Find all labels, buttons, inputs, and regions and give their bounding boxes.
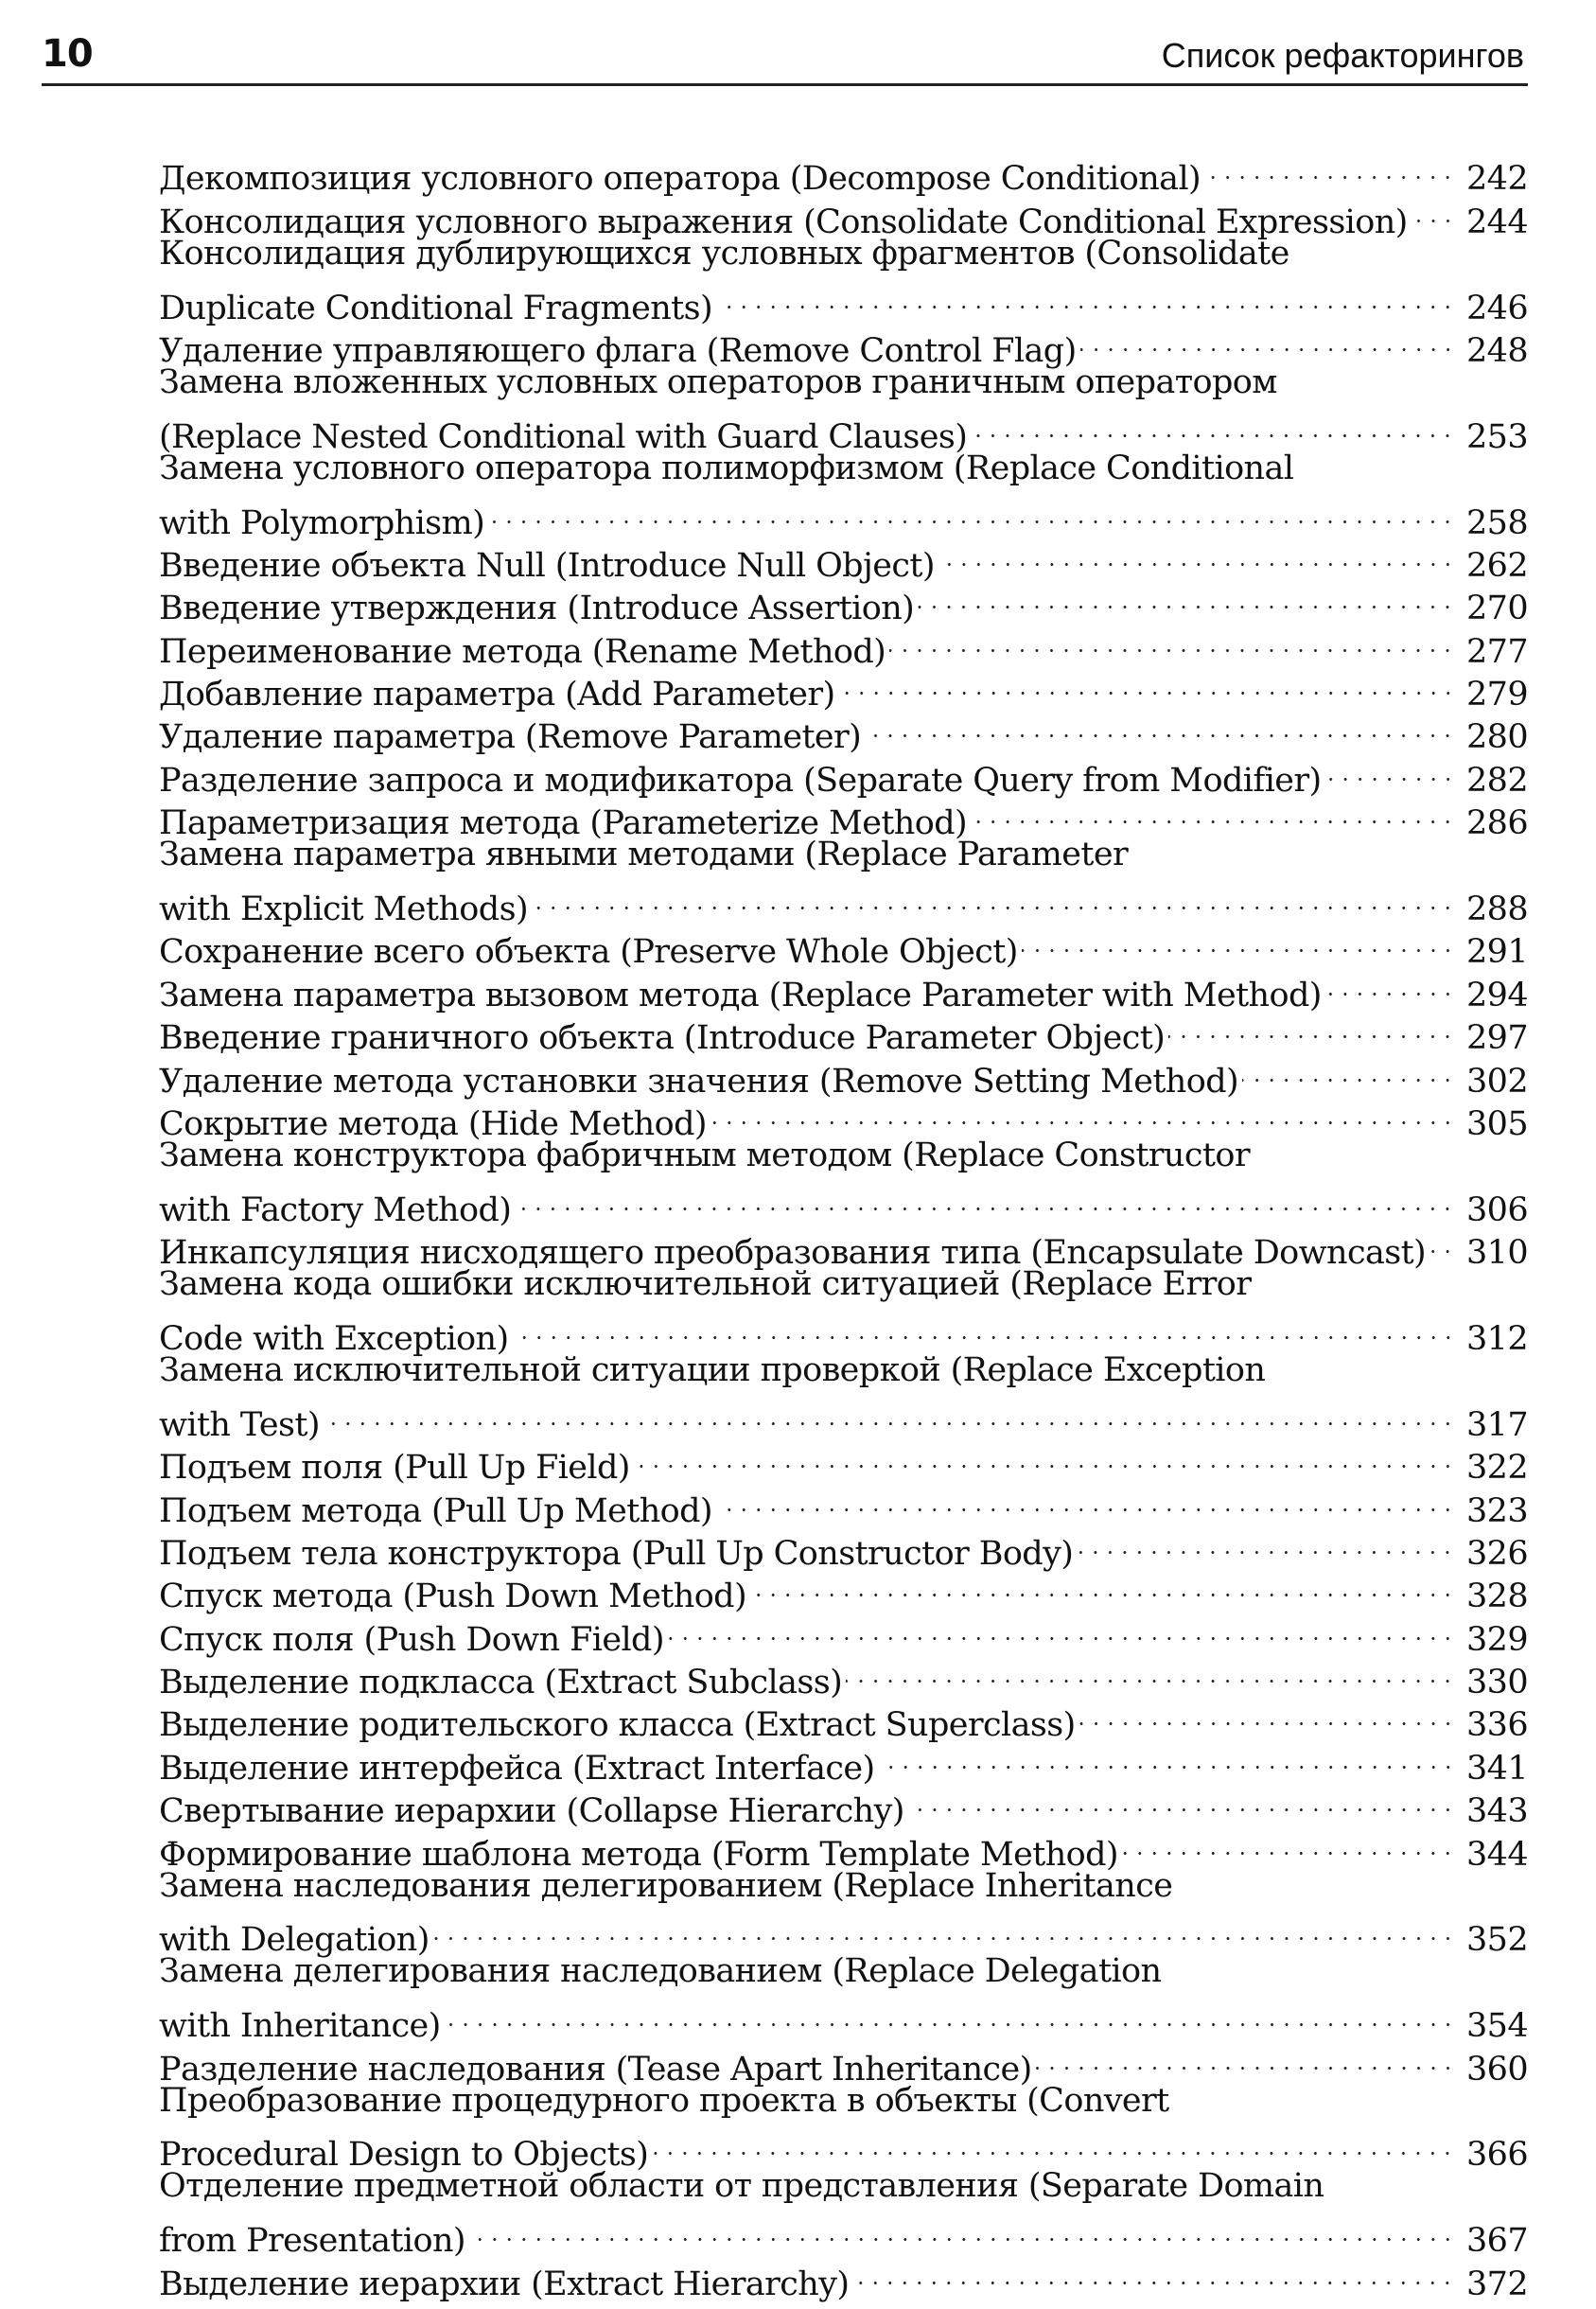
toc-page-number: 244 [1465,203,1528,241]
toc-line [159,275,1528,327]
dot-leader [1036,2036,1455,2079]
toc-line [159,1994,1528,2046]
dot-leader [515,1177,1455,1220]
table-of-contents [159,147,1528,2303]
toc-entry [159,147,1528,199]
toc-page-number: 253 [1465,417,1528,456]
toc-page-number: 354 [1465,2007,1528,2046]
dot-leader [971,791,1455,834]
dot-leader [1122,1822,1455,1864]
toc-entry-title: Разделение наследования (Tease Apart Inheritance) [159,2050,1032,2089]
toc-page-number: 294 [1465,976,1528,1014]
dot-leader [1429,1221,1455,1263]
dot-leader [710,1092,1455,1135]
toc-entry-title: Добавление параметра (Add Parameter) [159,676,835,714]
toc-line [159,2123,1528,2175]
toc-entry-title: Выделение родительского класса (Extract Superclass) [159,1706,1076,1745]
dot-leader [469,2209,1455,2251]
toc-entry-title: with Inheritance) [159,2007,441,2046]
toc-page-number: 270 [1465,590,1528,628]
section-title: Список рефакторингов [1161,36,1524,75]
toc-entry-title: Замена делегирования наследованием (Replace Delegation [159,1952,1162,1991]
toc-page-number: 305 [1465,1104,1528,1143]
toc-page-number: 328 [1465,1578,1528,1616]
toc-page-number: 330 [1465,1664,1528,1702]
toc-line [159,490,1528,542]
dot-leader [445,1994,1455,2036]
toc-line [159,1908,1528,1960]
toc-entry-title: Duplicate Conditional Fragments) [159,289,713,327]
toc-entry-title: Консолидация условного выражения (Consolidate Conditional Expression) [159,203,1408,241]
toc-page-number: 297 [1465,1019,1528,1058]
toc-line [159,361,1528,404]
toc-entry [159,361,1528,456]
toc-entry-title: Подъем поля (Pull Up Field) [159,1449,630,1488]
toc-entry-title: with Test) [159,1405,320,1444]
toc-entry-title: Удаление параметра (Remove Parameter) [159,718,862,757]
toc-page-number: 280 [1465,718,1528,757]
toc-line [159,1950,1528,1993]
dot-leader [1022,920,1455,962]
toc-page-number: 288 [1465,890,1528,929]
toc-entry [159,1436,1528,1488]
toc-entry [159,834,1528,929]
toc-line [159,1436,1528,1488]
dot-leader [652,2123,1455,2165]
toc-entry-title: Преобразование процедурного проекта в объекты (Convert [159,2081,1169,2120]
dot-leader [433,1908,1455,1950]
toc-line [159,1307,1528,1358]
toc-page-number: 352 [1465,1921,1528,1960]
toc-entry-title: Спуск метода (Push Down Method) [159,1578,747,1616]
toc-page-number: 282 [1465,761,1528,800]
dot-leader [1325,748,1455,790]
toc-entry [159,1263,1528,1358]
toc-entry-title: from Presentation) [159,2222,465,2261]
dot-leader [750,1564,1455,1607]
toc-page-number: 367 [1465,2222,1528,2261]
toc-entry-title: Введение утверждения (Introduce Assertion) [159,590,915,628]
toc-entry-title: Формирование шаблона метода (Form Template Method) [159,1835,1118,1874]
dot-leader [634,1436,1455,1478]
toc-entry-title: Свертывание иерархии (Collapse Hierarchy) [159,1792,904,1831]
toc-line [159,877,1528,929]
dot-leader [938,534,1455,576]
toc-page-number: 317 [1465,1405,1528,1444]
toc-entry-title: Разделение запроса и модификатора (Separate Query from Modifier) [159,761,1322,800]
toc-entry-title: with Factory Method) [159,1190,512,1229]
toc-page-number: 262 [1465,546,1528,585]
toc-line [159,834,1528,876]
toc-page-number: 366 [1465,2136,1528,2175]
toc-page-number: 322 [1465,1449,1528,1488]
toc-entry-title: Замена наследования делегированием (Replace Inheritance [159,1866,1173,1905]
toc-entry-title: Замена параметра явными методами (Replace Parameter [159,836,1129,874]
toc-entry [159,1865,1528,1960]
toc-entry-title: Выделение интерфейса (Extract Interface) [159,1749,875,1788]
dot-leader [971,404,1455,447]
toc-page-number: 258 [1465,503,1528,542]
toc-page-number: 306 [1465,1190,1528,1229]
dot-leader [852,2251,1455,2294]
dot-leader [1242,1049,1455,1091]
toc-entry [159,2165,1528,2261]
toc-entry [159,2080,1528,2175]
page-header [42,28,1528,86]
dot-leader [1204,147,1455,189]
toc-entry-title: Замена вложенных условных операторов граничным оператором [159,362,1277,401]
toc-entry-title: Выделение иерархии (Extract Hierarchy) [159,2265,850,2303]
toc-entry-title: Введение граничного объекта (Introduce Parameter Object) [159,1019,1166,1058]
page-number: 10 [42,32,93,76]
toc-entry [159,1349,1528,1444]
toc-entry-title: Спуск поля (Push Down Field) [159,1620,664,1659]
toc-page-number: 326 [1465,1534,1528,1573]
toc-page-number: 279 [1465,676,1528,714]
toc-entry-title: with Delegation) [159,1921,430,1960]
toc-page-number: 248 [1465,331,1528,370]
toc-page-number: 291 [1465,933,1528,972]
toc-page-number: 312 [1465,1319,1528,1358]
toc-entry-title: with Polymorphism) [159,503,485,542]
dot-leader [846,1650,1455,1693]
toc-page-number: 286 [1465,804,1528,843]
toc-entry-title: Отделение предметной области от представления (Separate Domain [159,2167,1324,2206]
toc-line [159,2080,1528,2123]
toc-entry [159,233,1528,327]
toc-entry [159,1950,1528,2046]
toc-page-number: 242 [1465,160,1528,199]
toc-line [159,448,1528,490]
dot-leader [1077,1522,1455,1564]
toc-line [159,147,1528,199]
dot-leader [1325,962,1455,1005]
toc-entry-title: with Explicit Methods) [159,890,529,929]
toc-page-number: 336 [1465,1706,1528,1745]
toc-page-number: 246 [1465,289,1528,327]
toc-line [159,1865,1528,1908]
toc-page-number: 323 [1465,1491,1528,1530]
dot-leader [1168,1006,1455,1049]
dot-leader [839,662,1455,705]
toc-entry-title: Удаление управляющего флага (Remove Control Flag) [159,331,1077,370]
toc-entry-title: Сокрытие метода (Hide Method) [159,1104,707,1143]
toc-entry-title: Замена конструктора фабричным методом (Replace Constructor [159,1136,1250,1174]
toc-entry-title: Декомпозиция условного оператора (Decompose Conditional) [159,160,1201,199]
toc-entry [159,448,1528,542]
dot-leader [488,490,1455,533]
toc-entry-title: Замена параметра вызовом метода (Replace Parameter with Method) [159,976,1322,1014]
dot-leader [889,619,1455,661]
toc-entry-title: Введение объекта Null (Introduce Null Object) [159,546,935,585]
dot-leader [324,1392,1455,1435]
dot-leader [532,877,1455,920]
toc-entry-title: Замена исключительной ситуации проверкой (Replace Exception [159,1350,1266,1389]
toc-entry-title: Переименование метода (Rename Method) [159,632,886,671]
dot-leader [865,705,1455,748]
toc-page-number: 329 [1465,1620,1528,1659]
toc-entry [159,1135,1528,1229]
toc-entry-title: Консолидация дублирующихся условных фрагментов (Consolidate [159,234,1289,273]
toc-entry-title: Замена кода ошибки исключительной ситуацией (Replace Error [159,1265,1252,1304]
toc-page-number: 372 [1465,2265,1528,2303]
dot-leader [513,1307,1455,1349]
toc-entry-title: Удаление метода установки значения (Remove Setting Method) [159,1062,1239,1101]
toc-entry-title: Замена условного оператора полиморфизмом (Replace Conditional [159,449,1294,487]
toc-entry-title: Выделение подкласса (Extract Subclass) [159,1664,843,1702]
toc-line [159,1392,1528,1444]
toc-page-number: 343 [1465,1792,1528,1831]
toc-line [159,404,1528,456]
dot-leader [908,1779,1455,1822]
toc-line [159,1135,1528,1177]
dot-leader [668,1607,1455,1649]
toc-page-number: 344 [1465,1835,1528,1874]
toc-page-number: 310 [1465,1234,1528,1273]
toc-line [159,2209,1528,2261]
dot-leader [879,1736,1455,1778]
toc-entry-title: (Replace Nested Conditional with Guard Clauses) [159,417,968,456]
toc-entry-title: Сохранение всего объекта (Preserve Whole Object) [159,933,1018,972]
dot-leader [918,576,1455,619]
dot-leader [716,275,1455,318]
toc-entry-title: Параметризация метода (Parameterize Method) [159,804,968,843]
dot-leader [716,1478,1455,1521]
toc-entry-title: Инкапсуляция нисходящего преобразования типа (Encapsulate Downcast) [159,1234,1427,1273]
toc-page-number: 302 [1465,1062,1528,1101]
toc-line [159,1177,1528,1229]
toc-entry-title: Подъем тела конструктора (Pull Up Constructor Body) [159,1534,1074,1573]
dot-leader [1079,1693,1455,1736]
toc-page-number: 341 [1465,1749,1528,1788]
toc-line [159,1349,1528,1392]
toc-entry-title: Code with Exception) [159,1319,509,1358]
dot-leader [1080,319,1455,361]
toc-line [159,2165,1528,2208]
dot-leader [1412,189,1455,232]
toc-entry-title: Procedural Design to Objects) [159,2136,649,2175]
toc-entry-title: Подъем метода (Pull Up Method) [159,1491,712,1530]
toc-page-number: 360 [1465,2050,1528,2089]
toc-page-number: 277 [1465,632,1528,671]
